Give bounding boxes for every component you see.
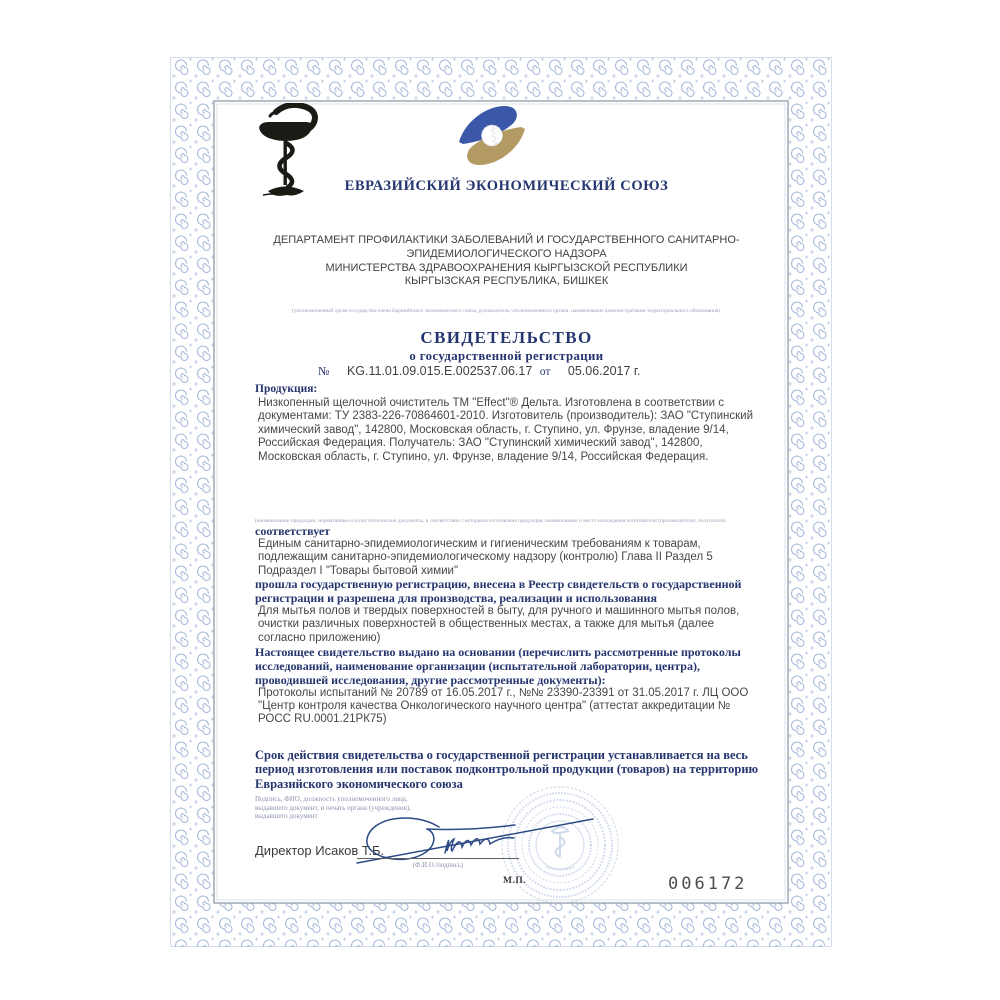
ot-label: от	[539, 366, 551, 378]
eaeu-logo-icon	[453, 101, 531, 171]
usage-text: Для мытья полов и твердых поверхностей в быту, для ручного и машинного мытья полов, очистки различных поверхностей в общественных местах, а также для мытья (далее согласно приложению)	[258, 605, 740, 644]
signature-line	[357, 858, 519, 859]
product-label: Продукция:	[255, 383, 318, 395]
serial-number: 006172	[668, 874, 748, 894]
department-line: ЭПИДЕМИОЛОГИЧЕСКОГО НАДЗОРА	[406, 247, 607, 260]
signature-caption-line: выдавшего документ, и печать органа (учреждения),	[255, 803, 411, 812]
certificate-number: KG.11.01.09.015.E.002537.06.17	[346, 364, 533, 378]
seal-place-label: М.П.	[503, 876, 527, 886]
certificate-sheet	[170, 57, 832, 947]
signature-caption-line: Подпись, ФИО, должность уполномоченного лица,	[255, 795, 408, 803]
department-line: ДЕПАРТАМЕНТ ПРОФИЛАКТИКИ ЗАБОЛЕВАНИЙ И ГОСУДАРСТВЕННОГО САНИТАРНО-	[273, 234, 740, 246]
certificate-number-row	[318, 364, 640, 379]
product-text: Низкопенный щелочной очиститель ТМ "Effect"® Дельта. Изготовлена в соответствии с документами: ТУ 2383-226-70864601-2010. Изготовитель (производитель): ЗАО "Ступинский химический завод", 142800, Московская область, г. Ступино, ул. Фрунзе, владение 9/14, Российская Федерация. Получатель: ЗАО "Ступинский химический завод", 142800, Московская область, г. Ступино, ул. Фрунзе, владение 9/14, Российская Федерация.	[258, 397, 753, 463]
protocols-text: Протоколы испытаний № 20789 от 16.05.2017 г., №№ 23390-23391 от 31.05.2017 г. ЛЦ ООО "Центр контроля качества Онкологического научного центра" (аттестат аккредитации № РОСС RU.0001.21РК75)	[258, 687, 749, 725]
validity-text: Срок действия свидетельства о государственной регистрации устанавливается на весь период изготовления или поставок подконтрольной продукции (товаров) на территорию Евразийского экономического союза	[255, 748, 759, 791]
department-line: МИНИСТЕРСТВА ЗДРАВООХРАНЕНИЯ КЫРГЫЗСКОЙ РЕСПУБЛИКИ	[325, 261, 688, 274]
department-block	[255, 234, 758, 289]
basis-text: Настоящее свидетельство выдано на основании (перечислить рассмотренные протоколы исследований, наименование организации (испытательной лаборатории, центра), проводившей исследования, другие рассмотренные документы):	[255, 645, 741, 687]
conforms-label: соответствует	[255, 524, 331, 538]
department-line: КЫРГЫЗСКАЯ РЕСПУБЛИКА, БИШКЕК	[404, 275, 609, 288]
number-sign: №	[318, 364, 330, 378]
requirements-text: Единым санитарно-эпидемиологическим и гигиеническим требованиям к товарам, подлежащим санитарно-эпидемиологическому надзору (контролю) Глава II Раздел 5 Подраздел I "Товары бытовой химии"	[258, 538, 713, 577]
union-name: ЕВРАЗИЙСКИЙ ЭКОНОМИЧЕСКИЙ СОЮЗ	[344, 178, 669, 194]
signature-caption-line: выдавшего документ	[255, 812, 318, 821]
certificate-subtitle: о государственной регистрации	[409, 349, 604, 363]
fio-caption: (Ф.И.О./подпись)	[412, 862, 464, 869]
registered-text: прошла государственную регистрацию, внесена в Реестр свидетельств о государственной регистрации и разрешена для производства, реализации и использования	[255, 577, 742, 605]
certificate-date: 05.06.2017 г.	[567, 364, 641, 378]
issuer-caption: (уполномоченный орган государства-члена Евразийского экономического союза, руководитель уполномоченного органа, наименование административно-территориального образования)	[291, 308, 721, 314]
certificate-title: СВИДЕТЕЛЬСТВО	[420, 328, 593, 347]
signer-name: Директор Исаков Т.Б.	[255, 843, 385, 858]
product-caption: (наименование продукции, нормативные и (или) технические документы, в соответствии с которыми изготовлена продукция, наименование и место нахождения изготовителя (производителя), получателя)	[255, 518, 726, 524]
